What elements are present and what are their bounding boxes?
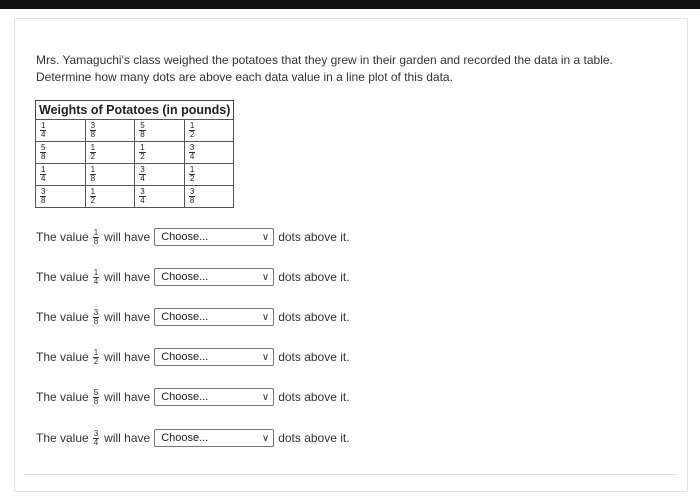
fraction-numerator: 1 [90, 187, 96, 196]
fraction-numerator: 5 [140, 121, 145, 130]
will-have-label: will have [104, 431, 151, 445]
fraction-numerator: 1 [140, 143, 145, 152]
fraction-denominator: 8 [93, 316, 99, 326]
dots-suffix: dots above it. [278, 431, 350, 445]
fraction [139, 188, 145, 205]
table-cell [85, 186, 135, 208]
fraction [189, 122, 195, 139]
select-value: Choose... [161, 271, 209, 283]
select-value: Choose... [161, 391, 209, 403]
fraction-numerator: 3 [189, 143, 195, 152]
select-value: Choose... [161, 351, 209, 363]
table-cell [135, 164, 185, 186]
fraction [93, 430, 99, 447]
fraction-denominator: 2 [189, 174, 195, 183]
fraction [139, 166, 145, 183]
fraction-numerator: 3 [140, 165, 145, 174]
dots-count-select[interactable] [154, 308, 274, 326]
fraction [93, 349, 99, 366]
table-row [36, 142, 234, 164]
table-cell [135, 186, 185, 208]
fraction-denominator: 8 [41, 196, 46, 205]
value-prefix: The value [36, 390, 89, 404]
value-prefix: The value [36, 310, 89, 324]
dots-suffix: dots above it. [278, 270, 350, 284]
table-cell [36, 120, 86, 142]
fraction-denominator: 8 [90, 174, 96, 183]
will-have-label: will have [104, 230, 151, 244]
fraction [90, 122, 96, 139]
fraction-denominator: 4 [189, 152, 195, 161]
fraction-numerator: 1 [41, 121, 46, 130]
table-cell [135, 142, 185, 164]
fraction-denominator: 8 [93, 396, 99, 406]
fraction [40, 188, 46, 205]
fraction [90, 188, 96, 205]
chevron-down-icon: ∨ [261, 271, 270, 283]
fraction-denominator: 8 [189, 196, 195, 205]
fraction [93, 309, 99, 326]
fraction [90, 144, 96, 161]
table-cell [184, 164, 234, 186]
fraction-numerator: 1 [189, 165, 195, 174]
fraction-numerator: 3 [189, 187, 195, 196]
fraction [189, 188, 195, 205]
dots-count-select[interactable] [154, 268, 274, 286]
fraction-denominator: 2 [90, 196, 96, 205]
fraction [93, 229, 99, 246]
fraction-denominator: 8 [140, 130, 145, 139]
value-prefix: The value [36, 431, 89, 445]
fraction-denominator: 2 [93, 356, 99, 366]
chevron-down-icon: ∨ [261, 311, 270, 323]
will-have-label: will have [104, 270, 151, 284]
table-cell [184, 120, 234, 142]
table-cell [135, 120, 185, 142]
dots-count-select[interactable] [154, 429, 274, 447]
select-value: Choose... [161, 231, 209, 243]
table-row [36, 120, 234, 142]
fraction-numerator: 3 [41, 187, 46, 196]
fraction [40, 122, 46, 139]
fraction-numerator: 3 [90, 121, 96, 130]
answer-row [36, 347, 350, 367]
fraction [93, 269, 99, 286]
fraction-numerator: 5 [41, 143, 46, 152]
table-row [36, 186, 234, 208]
fraction-numerator: 1 [41, 165, 46, 174]
fraction-denominator: 4 [93, 437, 99, 447]
fraction-denominator: 2 [189, 130, 195, 139]
value-prefix: The value [36, 230, 89, 244]
chevron-down-icon: ∨ [261, 391, 270, 403]
chevron-down-icon: ∨ [261, 432, 270, 444]
question-text: Mrs. Yamaguchi's class weighed the potatoes that they grew in their garden and recorded the data in a table. Determine how many dots are above each data value in a line plot of this data. [36, 53, 613, 84]
answer-row [36, 387, 350, 407]
value-prefix: The value [36, 270, 89, 284]
fraction-denominator: 2 [90, 152, 96, 161]
question-panel [14, 18, 688, 492]
fraction-numerator: 5 [93, 387, 99, 397]
table-cell [36, 186, 86, 208]
fraction-denominator: 8 [41, 152, 46, 161]
fraction-numerator: 1 [93, 347, 99, 357]
fraction-denominator: 2 [140, 152, 145, 161]
table-cell [85, 142, 135, 164]
fraction-numerator: 3 [93, 428, 99, 438]
dots-suffix: dots above it. [278, 350, 350, 364]
will-have-label: will have [104, 310, 151, 324]
table-row [36, 164, 234, 186]
will-have-label: will have [104, 350, 151, 364]
divider [24, 474, 676, 475]
fraction-numerator: 1 [189, 121, 195, 130]
select-value: Choose... [161, 311, 209, 323]
potato-weights-table [35, 100, 234, 208]
dots-suffix: dots above it. [278, 310, 350, 324]
fraction-denominator: 4 [93, 276, 99, 286]
value-prefix: The value [36, 350, 89, 364]
fraction [189, 166, 195, 183]
fraction-numerator: 1 [90, 165, 96, 174]
answer-row [36, 307, 350, 327]
fraction [139, 122, 145, 139]
fraction-numerator: 3 [140, 187, 145, 196]
table-cell [184, 186, 234, 208]
table-cell [85, 164, 135, 186]
fraction [189, 144, 195, 161]
dots-suffix: dots above it. [278, 230, 350, 244]
fraction-numerator: 3 [93, 307, 99, 317]
fraction-denominator: 8 [90, 130, 96, 139]
will-have-label: will have [104, 390, 151, 404]
dots-suffix: dots above it. [278, 390, 350, 404]
chevron-down-icon: ∨ [261, 351, 270, 363]
fraction-numerator: 1 [90, 143, 96, 152]
answer-row [36, 227, 350, 247]
chevron-down-icon: ∨ [261, 231, 270, 243]
answer-row [36, 267, 350, 287]
table-caption: Weights of Potatoes (in pounds) [35, 100, 234, 119]
dots-count-select[interactable] [154, 348, 274, 366]
table-cell [184, 142, 234, 164]
fraction-denominator: 4 [41, 174, 46, 183]
fraction-denominator: 8 [93, 236, 99, 246]
table-cell [36, 164, 86, 186]
fraction-numerator: 1 [93, 227, 99, 237]
fraction-denominator: 4 [41, 130, 46, 139]
fraction-denominator: 4 [140, 174, 145, 183]
dots-count-select[interactable] [154, 228, 274, 246]
fraction-denominator: 4 [140, 196, 145, 205]
dots-count-select[interactable] [154, 388, 274, 406]
answer-row [36, 428, 350, 448]
table-cell [85, 120, 135, 142]
table-cell [36, 142, 86, 164]
fraction [40, 144, 46, 161]
fraction [40, 166, 46, 183]
fraction [93, 389, 99, 406]
top-bar [0, 0, 700, 9]
fraction [90, 166, 96, 183]
select-value: Choose... [161, 432, 209, 444]
fraction [139, 144, 145, 161]
fraction-numerator: 1 [93, 267, 99, 277]
